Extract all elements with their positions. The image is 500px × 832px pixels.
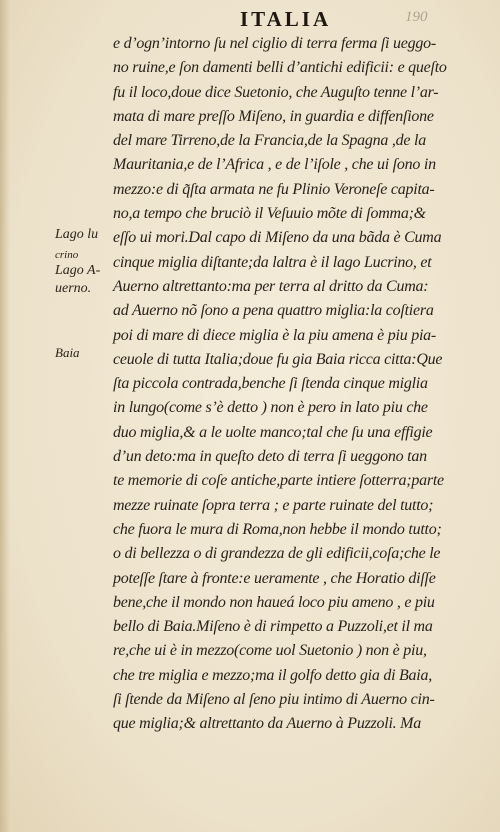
margin-note: uerno. xyxy=(55,281,92,296)
text-line: fu il loco,doue dice Suetonio, che Auguſto tenne l’ar- xyxy=(113,83,439,101)
text-line: poi di mare di diece miglia è la piu amena è piu pia- xyxy=(113,326,436,344)
text-line: o di bellezza o di grandezza de gli edificii,coſa;che le xyxy=(113,545,441,563)
text-line: Mauritania,e de l’Africa , e de l’iſole , che ui ſono in xyxy=(113,156,436,174)
margin-note: crino xyxy=(55,249,79,261)
text-line: ſta piccola contrada,benche ſi ſtenda cinque miglia xyxy=(113,375,428,393)
text-line: no,a tempo che bruciò il Veſuuio mõte di ſomma;& xyxy=(113,205,426,223)
text-line: e d’ogn’intorno ſu nel ciglio di terra ferma ſi ueggo- xyxy=(113,35,436,52)
margin-note: Lago A- xyxy=(55,263,101,278)
text-line: che fuora le mura di Roma,non hebbe il mondo tutto; xyxy=(113,520,442,538)
text-line: poteſſe ſtare à fronte:e ueramente , che Horatio diſſe xyxy=(113,569,436,587)
text-line: te memorie di coſe antiche,parte intiere ſotterra;parte xyxy=(113,472,444,490)
margin-note: Baia xyxy=(55,345,80,360)
running-head-title: ITALIA xyxy=(240,7,332,31)
text-line: bello di Baia.Miſeno è di rimpetto a Puzzoli,et il ma xyxy=(113,618,433,636)
body-text xyxy=(113,32,499,737)
text-line: cinque miglia diſtante;da laltra è il lago Lucrino, et xyxy=(113,253,432,271)
text-line: ſi ſtende da Miſeno al ſeno piu intimo di Auerno cin- xyxy=(113,691,435,709)
text-line: mezze ruinate ſopra terra ; e parte ruinate del tutto; xyxy=(113,496,434,514)
text-line: duo miglia,& a le uolte manco;tal che ſu una effigie xyxy=(113,423,433,441)
margin-note: Lago lu xyxy=(55,227,99,242)
text-line: que miglia;& altrettanto da Auerno à Puzzoli. Ma xyxy=(113,715,421,733)
page-gutter-shadow xyxy=(0,0,10,832)
text-line: Auerno altrettanto:ma per terra al dritto da Cuma: xyxy=(113,277,429,295)
text-line: no ruine,e ſon damenti belli d’antichi edificii: e queſto xyxy=(113,59,447,77)
text-line: mezzo:e di q̃ſta armata ne fu Plinio Veroneſe capita- xyxy=(113,180,435,198)
running-head xyxy=(0,4,500,34)
text-line: ceuole di tutta Italia;doue fu gia Baia ricca citta:Que xyxy=(113,350,443,368)
text-line: del mare Tirreno,de la Francia,de la Spagna ,de la xyxy=(113,132,426,150)
text-line: in lungo(come s’è detto ) non è pero in lato piu che xyxy=(113,399,428,417)
text-line: ad Auerno nõ ſono a pena quattro miglia:la coſtiera xyxy=(113,302,434,320)
text-line: d’un deto:ma in queſto deto di terra ſi ueggono tan xyxy=(113,448,427,466)
folio-number: 190 xyxy=(405,9,428,25)
text-line: re,che ui è in mezzo(come uol Suetonio ) non è piu, xyxy=(113,642,427,660)
text-line: eſſo ui mori.Dal capo di Miſeno da una bãda è Cuma xyxy=(113,229,442,247)
text-line: bene,che il mondo non haueá loco piu ameno , e piu xyxy=(113,593,435,611)
text-line: che tre miglia e mezzo;ma il golfo detto gia di Baia, xyxy=(113,666,432,684)
text-line: mata di mare preſſo Miſeno, in guardia e diffenſione xyxy=(113,107,434,125)
